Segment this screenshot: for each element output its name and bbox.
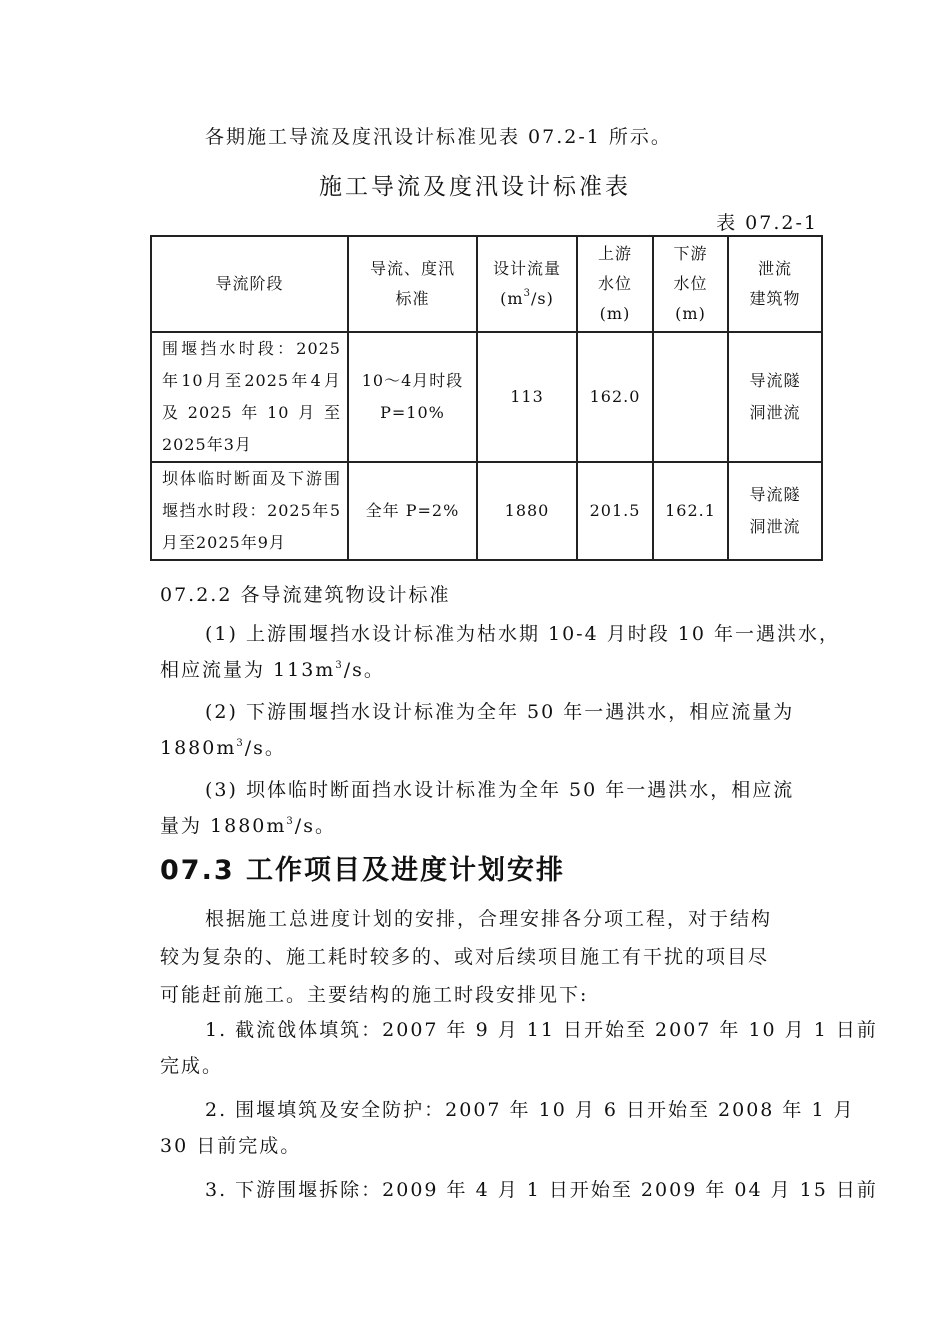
- standard-item-1: (1) 上游围堰挡水设计标准为枯水期 10-4 月时段 10 年一遇洪水， 相应流量为 $113m^3/s$。: [160, 623, 840, 681]
- schedule-item-2: 2. 围堰填筑及安全防护：2007 年 10 月 6 日开始至 2008 年 1 月 30 日前完成。: [160, 1099, 855, 1157]
- schedule-item-3: 3. 下游围堰拆除：2009 年 4 月 1 日开始至 2009 年 04 月 15 日前: [205, 1179, 878, 1201]
- cell-flow: 113: [477, 332, 577, 462]
- table-row: [151, 332, 822, 462]
- header-standard: 导流、度汛 标准: [348, 236, 477, 332]
- standard-item-3: (3) 坝体临时断面挡水设计标准为全年 50 年一遇洪水，相应流 量为 $1880m^3/s$。: [160, 779, 795, 837]
- cell-downstream-level: 162.1: [653, 462, 728, 560]
- cell-stage: 围堰挡水时段：2025年10月至2025年4月及2025年10月至2025年3月: [151, 332, 348, 462]
- intro-text: 各期施工导流及度汛设计标准见表 07.2-1 所示。: [205, 126, 672, 148]
- schedule-item-1: 1. 截流戗体填筑：2007 年 9 月 11 日开始至 2007 年 10 月 1 日前 完成。: [160, 1019, 878, 1077]
- cell-outlet: 导流隧 洞泄流: [728, 332, 822, 462]
- design-standard-table: [150, 235, 823, 561]
- header-outlet-structure: 泄流 建筑物: [728, 236, 822, 332]
- standard-item-2: (2) 下游围堰挡水设计标准为全年 50 年一遇洪水，相应流量为 $1880m^3/s$。: [160, 701, 795, 759]
- cell-upstream-level: 201.5: [577, 462, 653, 560]
- header-upstream-level: 上游 水位 (m): [577, 236, 653, 332]
- section-heading: 07.3 工作项目及进度计划安排: [160, 855, 566, 886]
- table-row: [151, 462, 822, 560]
- cell-stage: 坝体临时断面及下游围堰挡水时段：2025年5月至2025年9月: [151, 462, 348, 560]
- subsection-title: 07.2.2 各导流建筑物设计标准: [160, 584, 451, 606]
- cell-upstream-level: 162.0: [577, 332, 653, 462]
- header-stage: 导流阶段: [151, 236, 348, 332]
- table-number: 表 07.2-1: [716, 212, 818, 234]
- cell-downstream-level: [653, 332, 728, 462]
- cell-standard: 全年 P=2%: [348, 462, 477, 560]
- table-title: 施工导流及度汛设计标准表: [319, 174, 631, 200]
- cell-outlet: 导流隧 洞泄流: [728, 462, 822, 560]
- header-flow: 设计流量 $(m^3/s)$: [477, 236, 577, 332]
- cell-standard: 10～4月时段 P=10%: [348, 332, 477, 462]
- cell-flow: 1880: [477, 462, 577, 560]
- table-header-row: [151, 236, 822, 332]
- header-downstream-level: 下游 水位 (m): [653, 236, 728, 332]
- body-paragraph: 根据施工总进度计划的安排，合理安排各分项工程，对于结构 较为复杂的、施工耗时较多的、或对后续项目施工有干扰的项目尽 可能赶前施工。主要结构的施工时段安排见下:: [160, 908, 773, 1006]
